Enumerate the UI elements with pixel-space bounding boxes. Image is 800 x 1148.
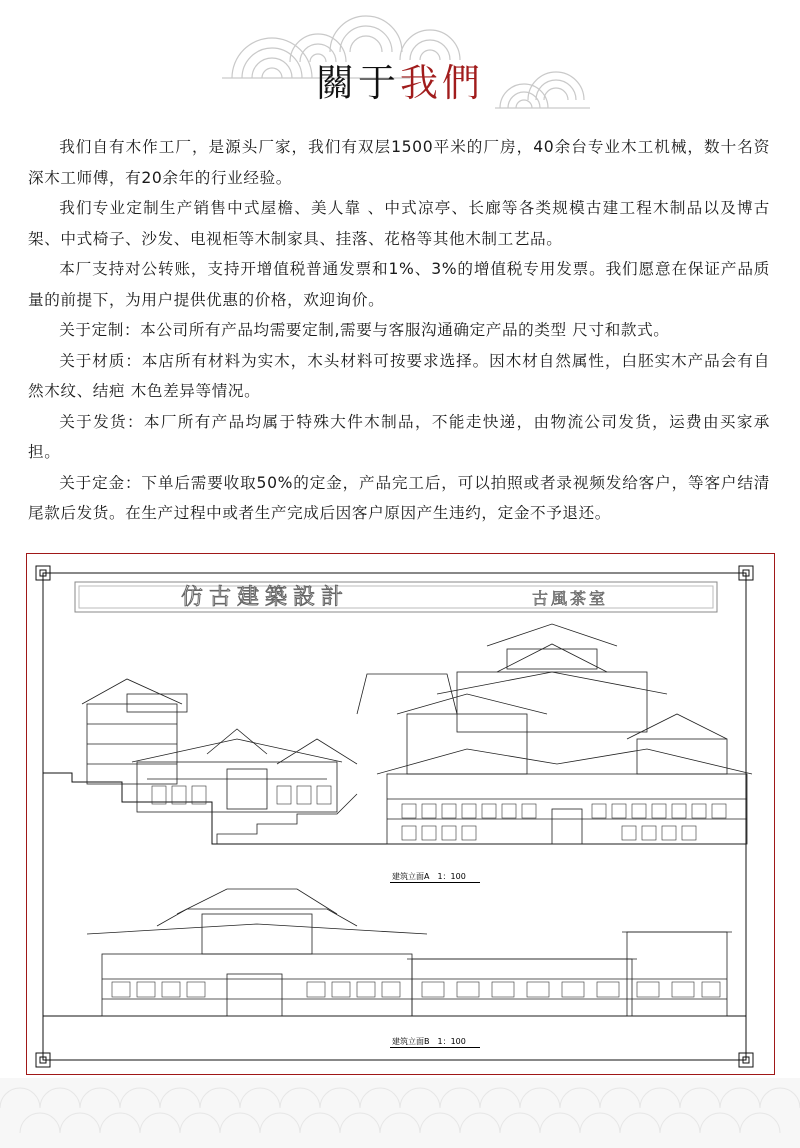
paragraph-customization: 关于定制：本公司所有产品均需要定制,需要与客服沟通确定产品的类型 尺寸和款式。 xyxy=(59,321,670,339)
paragraph-invoice: 本厂支持对公转账，支持开增值税普通发票和1%、3%的增值税专用发票。我们愿意在保证产品质量的前提下，为用户提供优惠的价格，欢迎询价。 xyxy=(28,260,770,309)
building-elevation-drawing xyxy=(27,554,774,1074)
paragraph-deposit: 关于定金：下单后需要收取50%的定金，产品完工后，可以拍照或者录视频发给客户，等客户结清尾款后发货。在生产过程中或者生产完成后因客户原因产生违约，定金不予退还。 xyxy=(28,473,770,522)
caption-underline-a xyxy=(390,882,480,883)
wave-pattern-icon xyxy=(0,1078,800,1148)
caption-elevation-a: 建筑立面A 1：100 xyxy=(392,872,466,881)
drawing-subtitle: 古風茶室 xyxy=(531,589,608,608)
paragraph-shipping: 关于发货：本厂所有产品均属于特殊大件木制品，不能走快递，由物流公司发货，运费由买家承担。 xyxy=(28,412,770,461)
title-part-2: 我們 xyxy=(400,61,485,105)
drawing-title: 仿古建築設計 xyxy=(180,585,349,610)
page-title xyxy=(0,52,800,107)
paragraph-products: 我们专业定制生产销售中式屋檐、美人靠 、中式凉亭、长廊等各类规模古建工程木制品以及博古架、中式椅子、沙发、电视柜等木制家具、挂落、花格等其他木制工艺品。 xyxy=(28,199,770,248)
caption-underline-b xyxy=(390,1047,480,1048)
caption-elevation-b: 建筑立面B 1：100 xyxy=(392,1037,466,1046)
paragraph-factory: 我们自有木作工厂，是源头厂家，我们有双层1500平米的厂房，40余台专业木工机械，数十名资深木工师傅，有20余年的行业经验。 xyxy=(28,138,770,187)
paragraph-material: 关于材质：本店所有材料为实木，木头材料可按要求选择。因木材自然属性，白胚实木产品会有自然木纹、结疤 木色差异等情况。 xyxy=(28,351,770,400)
section-header xyxy=(0,0,800,120)
title-part-1: 關于 xyxy=(315,61,400,105)
architectural-drawing xyxy=(26,553,775,1075)
about-text xyxy=(28,132,770,529)
